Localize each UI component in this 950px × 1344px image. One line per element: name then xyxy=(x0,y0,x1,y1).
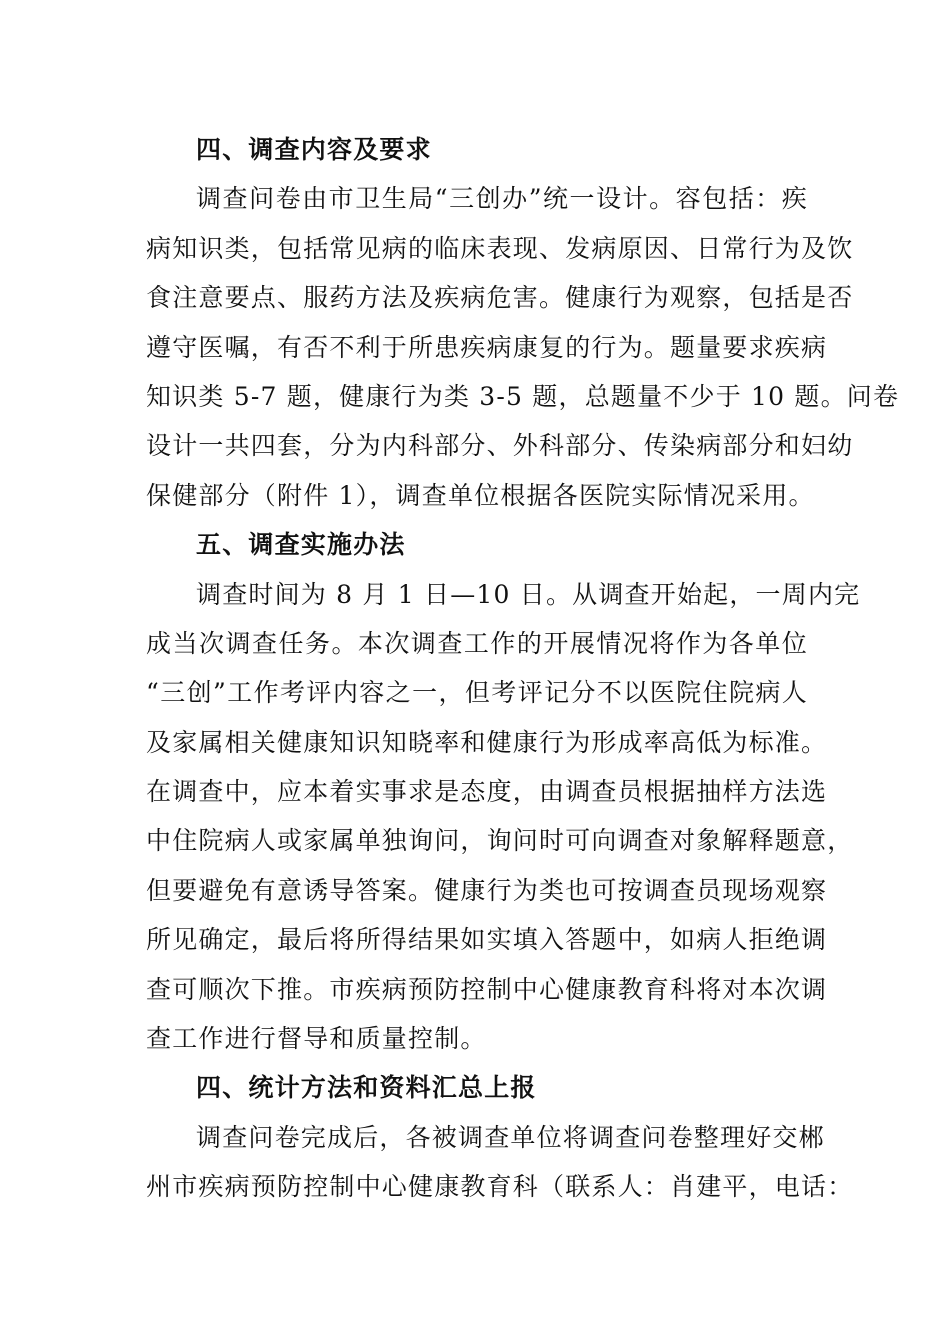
section-heading: 四、统计方法和资料汇总上报 xyxy=(196,1073,537,1103)
paragraph-line: 保健部分（附件 1），调查单位根据各医院实际情况采用。 xyxy=(146,480,815,510)
paragraph-line: 调查问卷由市卫生局“三创办”统一设计。容包括：疾 xyxy=(196,184,808,214)
paragraph-line: 查工作进行督导和质量控制。 xyxy=(146,1024,487,1054)
paragraph-line: 食注意要点、服药方法及疾病危害。健康行为观察，包括是否 xyxy=(146,283,854,313)
paragraph-line: 调查时间为 8 月 1 日—10 日。从调查开始起，一周内完 xyxy=(196,579,861,609)
paragraph-line: 在调查中，应本着实事求是态度，由调查员根据抽样方法选 xyxy=(146,777,828,807)
paragraph-line: 所见确定，最后将所得结果如实填入答题中，如病人拒绝调 xyxy=(146,925,828,955)
paragraph-line: 及家属相关健康知识知晓率和健康行为形成率高低为标准。 xyxy=(146,727,828,757)
paragraph-line: 中住院病人或家属单独询问，询问时可向调查对象解释题意， xyxy=(146,826,854,856)
section-heading: 四、调查内容及要求 xyxy=(196,135,432,164)
paragraph-line: 遵守医嘱，有否不利于所患疾病康复的行为。题量要求疾病 xyxy=(146,332,828,362)
paragraph-line: “三创”工作考评内容之一，但考评记分不以医院住院病人 xyxy=(146,678,808,708)
paragraph-line: 知识类 5-7 题，健康行为类 3-5 题，总题量不少于 10 题。问卷 xyxy=(146,381,900,411)
paragraph-line: 成当次调查任务。本次调查工作的开展情况将作为各单位 xyxy=(146,628,808,658)
paragraph-line: 设计一共四套，分为内科部分、外科部分、传染病部分和妇幼 xyxy=(146,431,854,461)
paragraph-line: 查可顺次下推。市疾病预防控制中心健康教育科将对本次调 xyxy=(146,974,828,1004)
paragraph-line: 病知识类，包括常见病的临床表现、发病原因、日常行为及饮 xyxy=(146,233,854,263)
section-heading: 五、调查实施办法 xyxy=(196,530,406,560)
paragraph-line: 州市疾病预防控制中心健康教育科（联系人：肖建平，电话： xyxy=(146,1172,854,1202)
section-paragraph xyxy=(146,570,861,1064)
paragraph-line: 调查问卷完成后，各被调查单位将调查问卷整理好交郴 xyxy=(196,1122,825,1152)
document-body xyxy=(146,125,900,1212)
paragraph-line: 但要避免有意诱导答案。健康行为类也可按调查员现场观察 xyxy=(146,875,828,905)
section-paragraph xyxy=(146,174,900,520)
section-paragraph xyxy=(146,1113,854,1212)
